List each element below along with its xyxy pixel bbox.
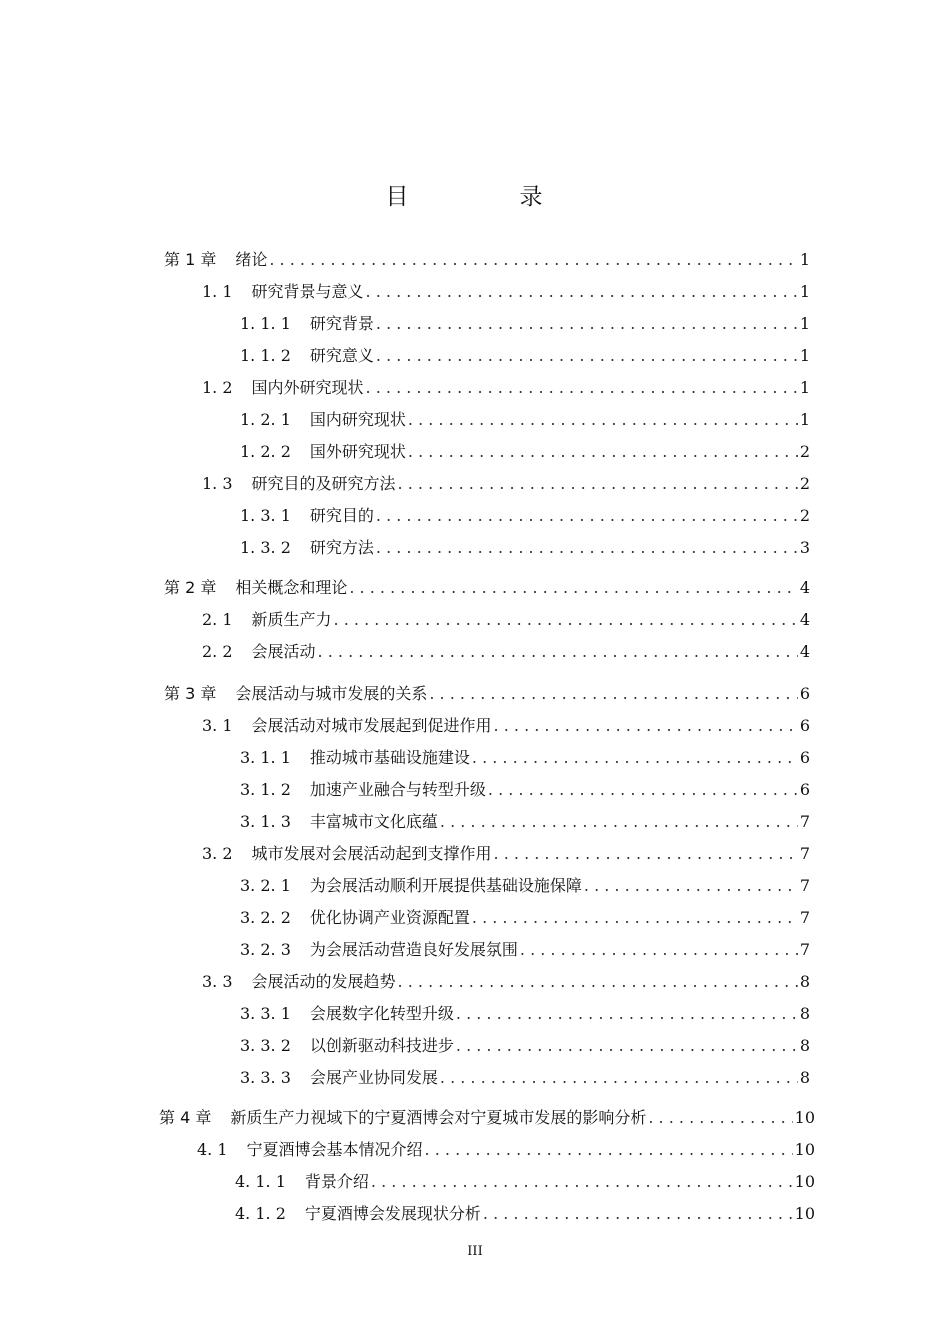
toc-entry-page: 10 (794, 1172, 815, 1191)
toc-entry-title: 新质生产力视域下的宁夏酒博会对宁夏城市发展的影响分析 (230, 1108, 647, 1127)
toc-entry[interactable] (197, 1138, 815, 1162)
toc-dot-leader (398, 472, 798, 496)
toc-dot-leader (494, 714, 798, 738)
toc-entry-title: 会展活动 (251, 642, 316, 661)
toc-entry-page: 4 (799, 642, 810, 661)
toc-entry-page: 10 (794, 1204, 815, 1223)
toc-entry-number: 4. 1 (197, 1140, 228, 1159)
toc-entry[interactable] (240, 1066, 810, 1090)
toc-dot-leader (494, 842, 798, 866)
toc-entry-page: 10 (794, 1140, 815, 1159)
toc-entry[interactable] (202, 608, 810, 632)
toc-entry-page: 7 (799, 908, 810, 927)
toc-entry-title: 会展活动对城市发展起到促进作用 (251, 716, 492, 735)
toc-entry-number: 3. 2. 2 (240, 908, 291, 927)
toc-entry[interactable] (240, 1002, 810, 1026)
toc-entry-title: 背景介绍 (304, 1172, 369, 1191)
toc-entry-page: 7 (799, 876, 810, 895)
toc-entry[interactable] (240, 504, 810, 528)
toc-entry-page: 1 (799, 282, 810, 301)
toc-entry-page: 10 (794, 1108, 815, 1127)
toc-dot-leader (456, 1034, 798, 1058)
toc-entry-page: 6 (799, 716, 810, 735)
toc-entry-number: 3. 3 (202, 972, 233, 991)
toc-dot-leader (520, 938, 798, 962)
page-title: 目 录 (385, 184, 587, 210)
toc-entry-number: 第 3 章 (164, 684, 217, 703)
toc-entry-number: 1. 3. 2 (240, 538, 291, 557)
toc-entry-title: 宁夏酒博会发展现状分析 (304, 1204, 481, 1223)
toc-entry-number: 4. 1. 1 (235, 1172, 286, 1191)
toc-entry-number: 3. 3. 1 (240, 1004, 291, 1023)
toc-dot-leader (269, 248, 797, 272)
toc-entry-page: 4 (799, 610, 810, 629)
toc-entry-page: 4 (799, 578, 810, 597)
toc-entry-number: 3. 2. 1 (240, 876, 291, 895)
toc-entry-number: 3. 1. 3 (240, 812, 291, 831)
toc-entry-title: 研究目的及研究方法 (251, 474, 396, 493)
toc-dot-leader (349, 576, 797, 600)
toc-entry-page: 7 (799, 844, 810, 863)
toc-dot-leader (376, 504, 798, 528)
toc-entry-number: 3. 1. 1 (240, 748, 291, 767)
toc-entry-number: 1. 2. 1 (240, 410, 291, 429)
toc-entry-number: 第 2 章 (164, 578, 217, 597)
toc-entry-page: 1 (799, 410, 810, 429)
toc-dot-leader (429, 682, 797, 706)
toc-entry-title: 研究目的 (309, 506, 374, 525)
toc-entry-title: 加速产业融合与转型升级 (309, 780, 486, 799)
toc-entry-title: 相关概念和理论 (235, 578, 348, 597)
toc-entry[interactable] (235, 1170, 815, 1194)
toc-entry[interactable] (202, 640, 810, 664)
toc-entry-page: 1 (799, 378, 810, 397)
toc-entry-number: 3. 3. 3 (240, 1068, 291, 1087)
toc-entry[interactable] (164, 248, 810, 272)
toc-entry-page: 2 (799, 442, 810, 461)
toc-entry-page: 8 (799, 972, 810, 991)
toc-entry-number: 1. 3 (202, 474, 233, 493)
toc-entry-title: 以创新驱动科技进步 (309, 1036, 454, 1055)
toc-entry[interactable] (202, 280, 810, 304)
toc-entry-number: 1. 3. 1 (240, 506, 291, 525)
toc-entry-title: 推动城市基础设施建设 (309, 748, 470, 767)
toc-entry[interactable] (202, 376, 810, 400)
toc-entry-page: 8 (799, 1004, 810, 1023)
toc-entry-number: 3. 2. 3 (240, 940, 291, 959)
toc-entry-title: 会展数字化转型升级 (309, 1004, 454, 1023)
toc-entry-page: 6 (799, 748, 810, 767)
toc-entry-number: 2. 1 (202, 610, 233, 629)
toc-entry-page: 8 (799, 1068, 810, 1087)
toc-entry-number: 3. 1 (202, 716, 233, 735)
toc-entry[interactable] (159, 1106, 815, 1130)
toc-entry[interactable] (202, 842, 810, 866)
toc-dot-leader (472, 906, 798, 930)
toc-entry-title: 优化协调产业资源配置 (309, 908, 470, 927)
toc-entry-title: 为会展活动顺利开展提供基础设施保障 (309, 876, 582, 895)
toc-dot-leader (376, 344, 798, 368)
toc-entry-number: 1. 1. 1 (240, 314, 291, 333)
toc-entry-title: 宁夏酒博会基本情况介绍 (246, 1140, 423, 1159)
toc-entry[interactable] (240, 874, 810, 898)
toc-entry[interactable] (202, 970, 810, 994)
toc-entry-number: 4. 1. 2 (235, 1204, 286, 1223)
toc-entry[interactable] (240, 344, 810, 368)
toc-entry-title: 会展活动的发展趋势 (251, 972, 396, 991)
toc-entry-title: 丰富城市文化底蕴 (309, 812, 438, 831)
toc-entry-page: 8 (799, 1036, 810, 1055)
toc-entry-number: 第 4 章 (159, 1108, 212, 1127)
toc-dot-leader (425, 1138, 793, 1162)
page-number: III (467, 1244, 483, 1259)
toc-entry[interactable] (240, 440, 810, 464)
toc-dot-leader (440, 1066, 798, 1090)
toc-entry[interactable] (235, 1202, 815, 1226)
toc-entry-number: 3. 3. 2 (240, 1036, 291, 1055)
toc-entry-page: 2 (799, 474, 810, 493)
toc-entry-number: 3. 2 (202, 844, 233, 863)
toc-entry-number: 1. 1. 2 (240, 346, 291, 365)
toc-dot-leader (408, 440, 798, 464)
toc-entry[interactable] (240, 810, 810, 834)
toc-entry-number: 3. 1. 2 (240, 780, 291, 799)
toc-entry-title: 研究背景 (309, 314, 374, 333)
toc-dot-leader (366, 280, 798, 304)
toc-entry[interactable] (240, 746, 810, 770)
toc-dot-leader (488, 778, 798, 802)
toc-entry-title: 新质生产力 (251, 610, 332, 629)
toc-entry[interactable] (240, 536, 810, 560)
toc-dot-leader (398, 970, 798, 994)
toc-entry[interactable] (240, 408, 810, 432)
toc-entry-page: 1 (799, 346, 810, 365)
toc-entry-title: 绪论 (235, 250, 268, 269)
toc-dot-leader (456, 1002, 798, 1026)
toc-entry-number: 1. 2 (202, 378, 233, 397)
toc-dot-leader (371, 1170, 793, 1194)
toc-entry-page: 7 (799, 812, 810, 831)
toc-dot-leader (334, 608, 798, 632)
toc-entry-title: 会展活动与城市发展的关系 (235, 684, 428, 703)
toc-entry-title: 城市发展对会展活动起到支撑作用 (251, 844, 492, 863)
toc-entry-page: 1 (799, 314, 810, 333)
toc-entry-title: 国内研究现状 (309, 410, 406, 429)
toc-dot-leader (440, 810, 798, 834)
toc-entry-title: 研究意义 (309, 346, 374, 365)
toc-entry-page: 3 (799, 538, 810, 557)
toc-entry-number: 2. 2 (202, 642, 233, 661)
toc-entry-title: 国内外研究现状 (251, 378, 364, 397)
toc-entry[interactable] (240, 1034, 810, 1058)
toc-dot-leader (408, 408, 798, 432)
toc-dot-leader (376, 536, 798, 560)
toc-dot-leader (366, 376, 798, 400)
toc-entry[interactable] (164, 682, 810, 706)
toc-entry-page: 6 (799, 780, 810, 799)
toc-entry[interactable] (240, 778, 810, 802)
toc-entry-number: 1. 2. 2 (240, 442, 291, 461)
toc-entry-number: 1. 1 (202, 282, 233, 301)
toc-dot-leader (483, 1202, 793, 1226)
toc-dot-leader (584, 874, 798, 898)
toc-entry[interactable] (240, 312, 810, 336)
toc-dot-leader (648, 1106, 792, 1130)
toc-entry-page: 2 (799, 506, 810, 525)
toc-entry[interactable] (240, 906, 810, 930)
toc-entry[interactable] (164, 576, 810, 600)
toc-entry-title: 研究背景与意义 (251, 282, 364, 301)
toc-entry[interactable] (202, 714, 810, 738)
toc-dot-leader (318, 640, 798, 664)
toc-entry-page: 6 (799, 684, 810, 703)
toc-entry-title: 研究方法 (309, 538, 374, 557)
toc-entry[interactable] (202, 472, 810, 496)
toc-entry-title: 国外研究现状 (309, 442, 406, 461)
toc-entry-page: 7 (799, 940, 810, 959)
toc-entry-number: 第 1 章 (164, 250, 217, 269)
toc-entry[interactable] (240, 938, 810, 962)
toc-entry-title: 为会展活动营造良好发展氛围 (309, 940, 518, 959)
toc-entry-title: 会展产业协同发展 (309, 1068, 438, 1087)
toc-entry-page: 1 (799, 250, 810, 269)
toc-dot-leader (472, 746, 798, 770)
toc-dot-leader (376, 312, 798, 336)
